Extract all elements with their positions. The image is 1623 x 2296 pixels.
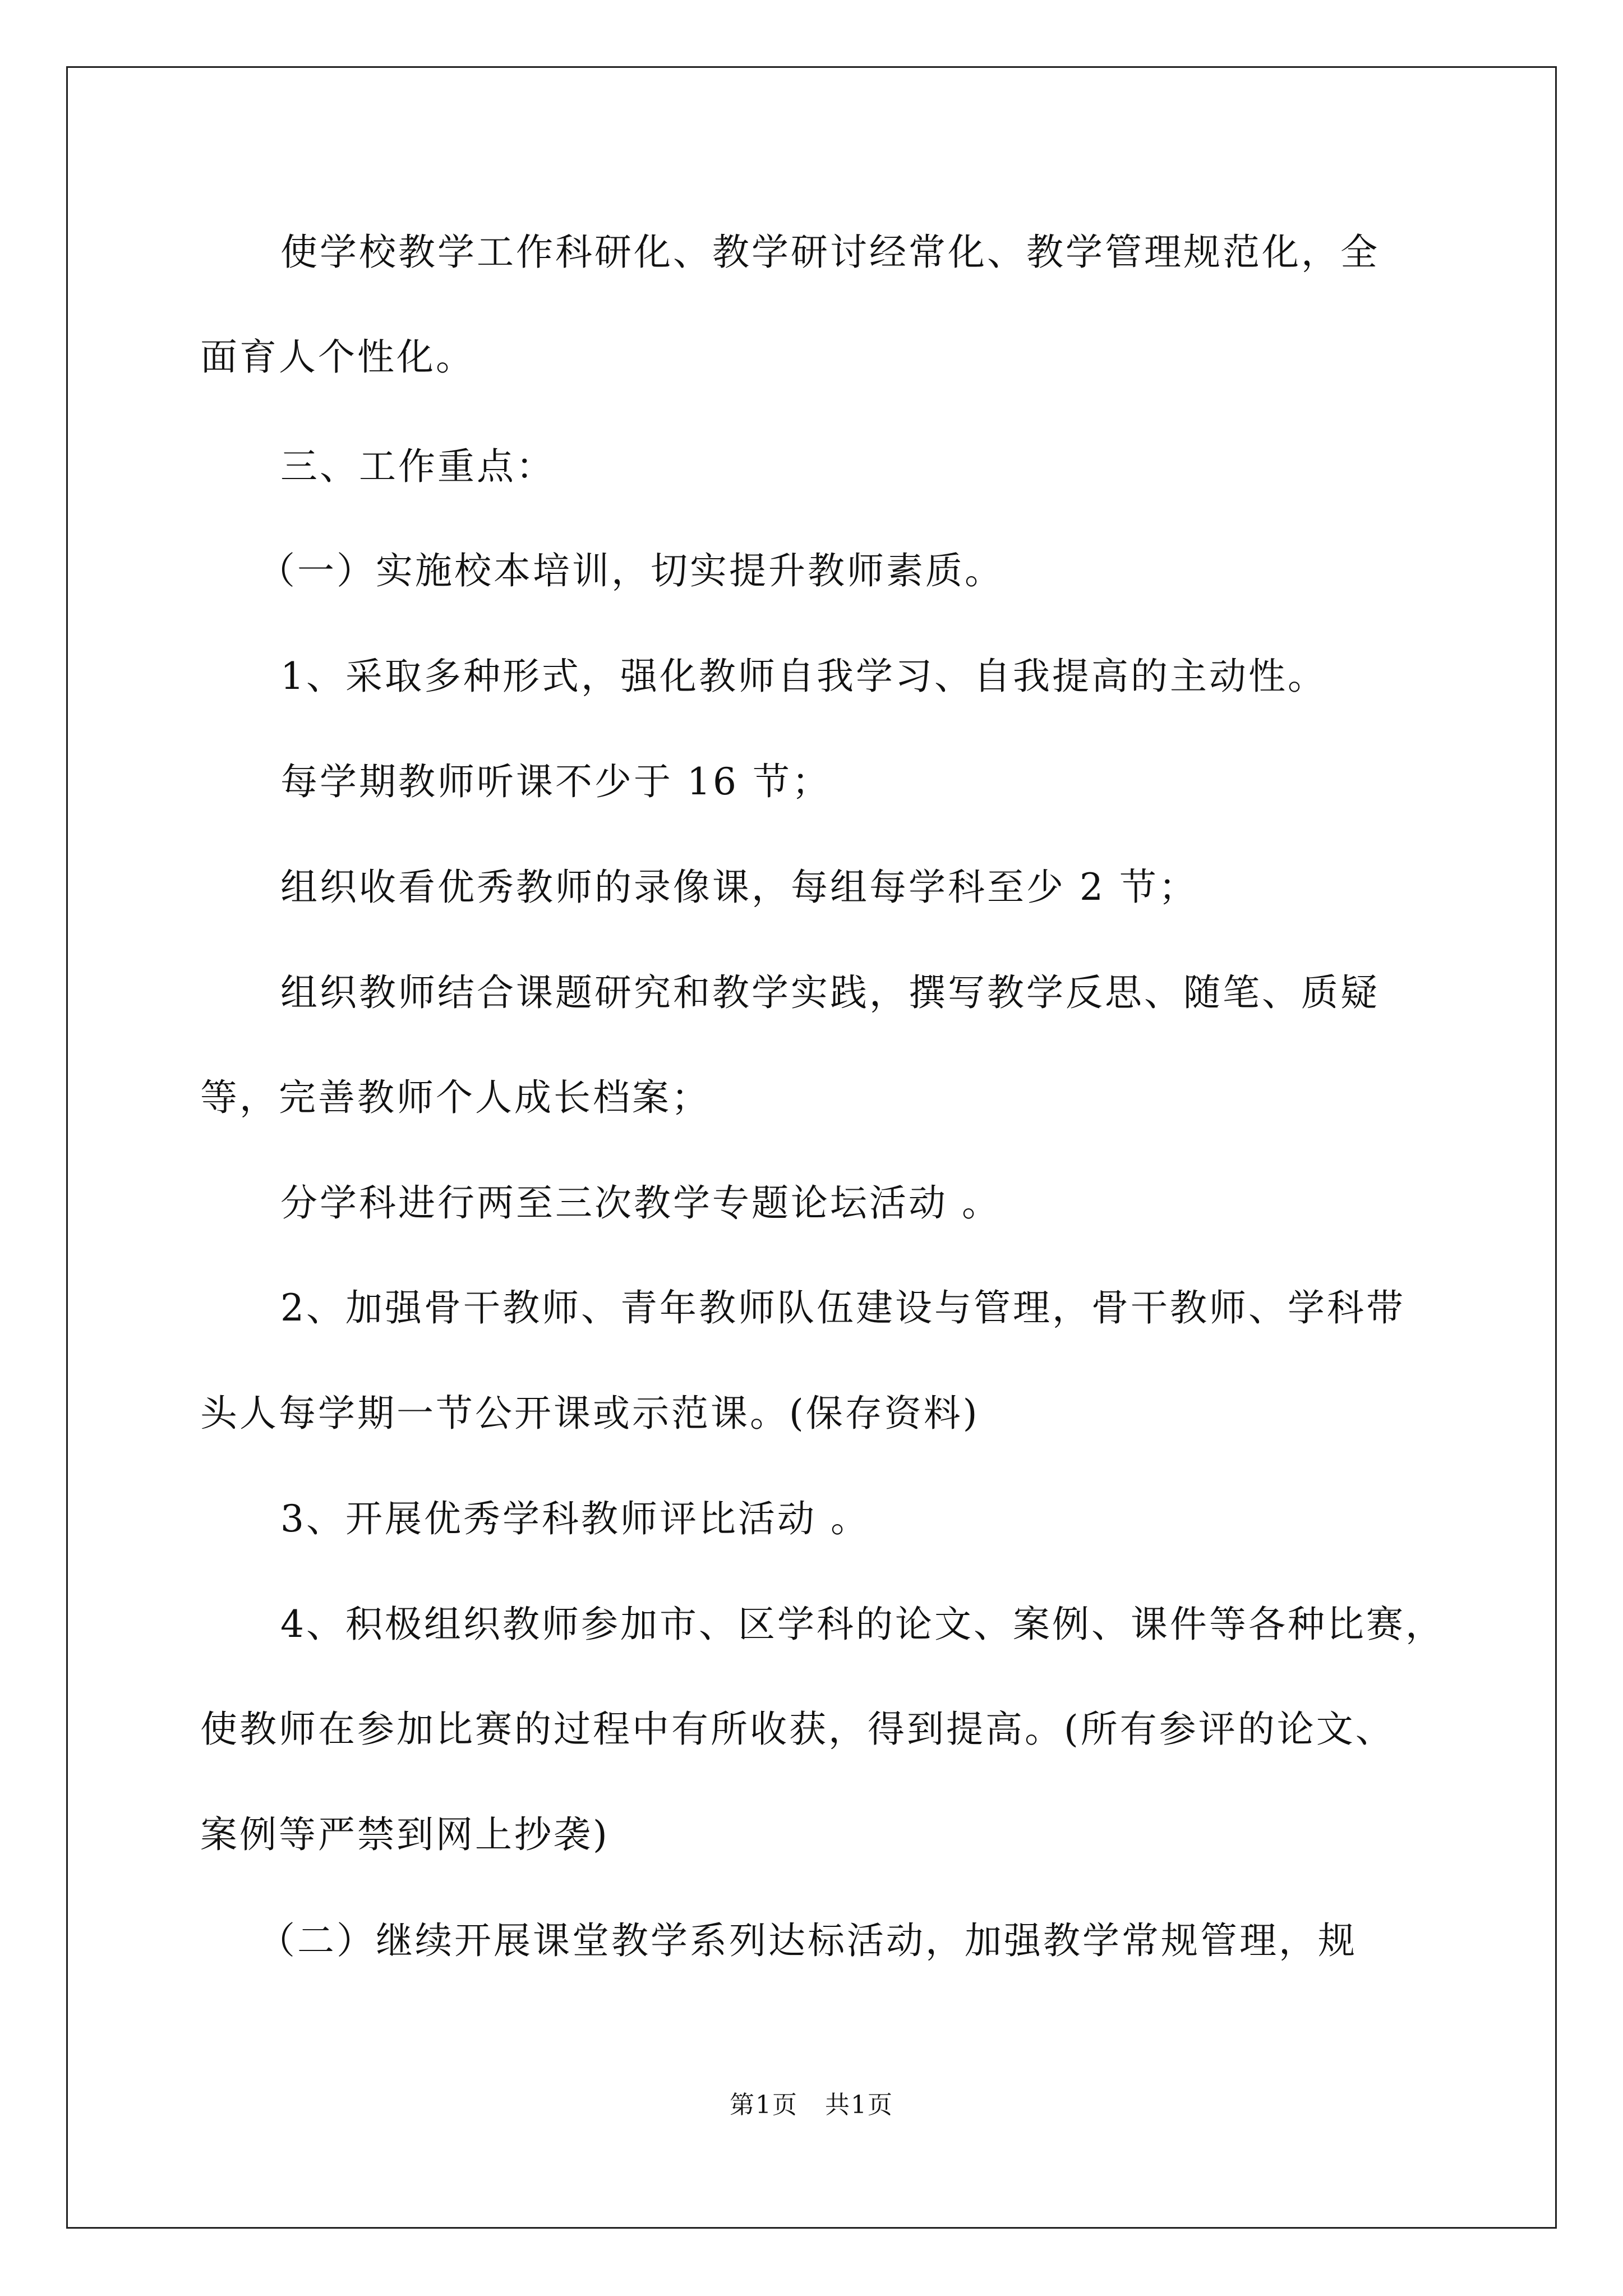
paragraph-line: 头人每学期一节公开课或示范课。(保存资料)	[200, 1392, 980, 1435]
paragraph-line: 使教师在参加比赛的过程中有所收获，得到提高。(所有参评的论文、	[200, 1708, 1395, 1751]
list-item: 1、采取多种形式，强化教师自我学习、自我提高的主动性。	[280, 655, 1327, 698]
paragraph-line: 等，完善教师个人成长档案；	[200, 1076, 711, 1119]
paragraph-line: 分学科进行两至三次教学专题论坛活动 。	[280, 1181, 1001, 1225]
subsection-heading: （一）实施校本培训，切实提升教师素质。	[258, 549, 1004, 592]
list-item: 4、积极组织教师参加市、区学科的论文、案例、课件等各种比赛，	[280, 1603, 1445, 1646]
section-heading: 三、工作重点：	[280, 445, 555, 488]
paragraph-line: 组织教师结合课题研究和教学实践，撰写教学反思、随笔、质疑	[280, 971, 1380, 1014]
page-number-footer: 第1页 共1页	[730, 2091, 893, 2119]
page-border	[66, 66, 1557, 2229]
subsection-heading: （二）继续开展课堂教学系列达标活动，加强教学常规管理，规	[258, 1919, 1357, 1962]
paragraph-line: 组织收看优秀教师的录像课，每组每学科至少 2 节；	[280, 866, 1198, 909]
paragraph-line: 案例等严禁到网上抄袭)	[200, 1813, 610, 1856]
list-item: 2、加强骨干教师、青年教师队伍建设与管理，骨干教师、学科带	[280, 1286, 1405, 1329]
paragraph-line: 面育人个性化。	[200, 335, 475, 379]
paragraph-line: 使学校教学工作科研化、教学研讨经常化、教学管理规范化，全	[280, 231, 1380, 274]
paragraph-line: 每学期教师听课不少于 16 节；	[280, 760, 831, 803]
list-item: 3、开展优秀学科教师评比活动 。	[280, 1497, 870, 1540]
